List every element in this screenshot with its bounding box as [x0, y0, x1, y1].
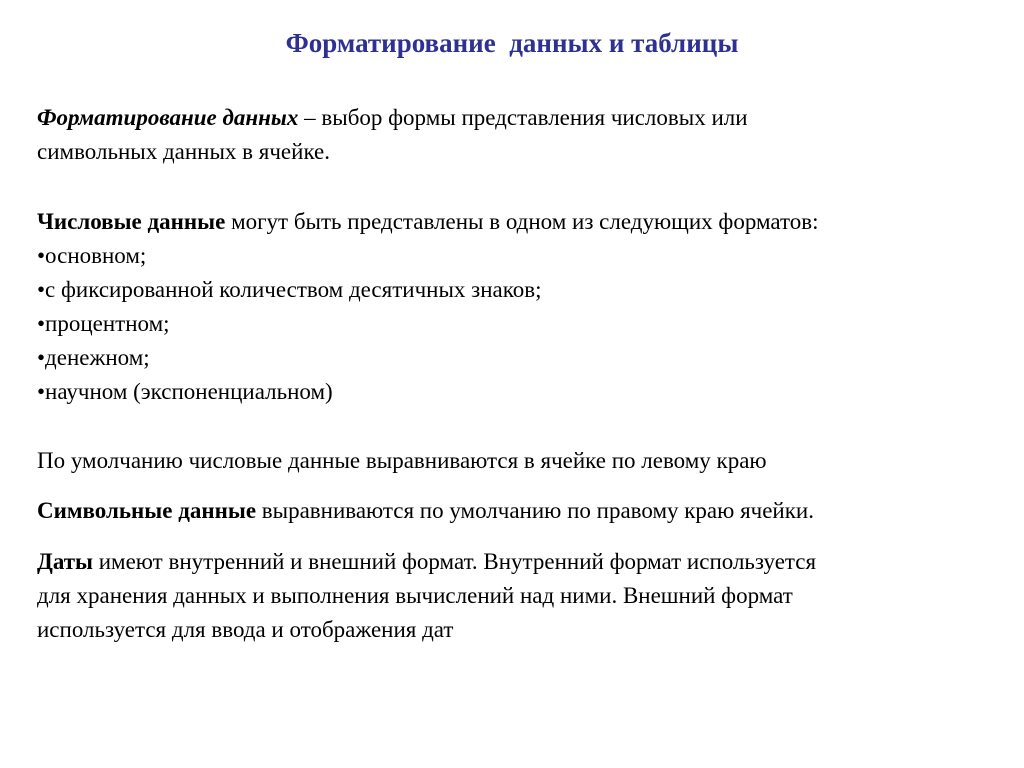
definition-line-1: [37, 101, 1012, 135]
list-item: •с фиксированной количеством десятичных знаков;: [37, 277, 542, 302]
list-item: •научном (экспоненциальном): [37, 379, 333, 404]
definition-text: – выбор формы представления числовых или: [298, 105, 748, 130]
dates-text: имеют внутренний и внешний формат. Внутренний формат используется: [92, 549, 817, 574]
symbolic-line: [37, 494, 1012, 528]
dates-line-3: используется для ввода и отображения дат: [37, 617, 454, 642]
dates-line-2: для хранения данных и выполнения вычислений над ними. Внешний формат: [37, 583, 793, 608]
list-item: •процентном;: [37, 311, 170, 336]
dates-line-1: [37, 545, 1012, 579]
definition-line-2: символьных данных в ячейке.: [37, 139, 331, 164]
symbolic-text: выравниваются по умолчанию по правому краю ячейки.: [256, 498, 814, 523]
slide-title: Форматирование данных и таблицы: [285, 28, 739, 58]
numeric-intro: [37, 205, 1012, 239]
list-item: •денежном;: [37, 345, 150, 370]
numeric-term: Числовые данные: [37, 209, 226, 234]
definition-term: Форматирование данных: [37, 105, 299, 130]
symbolic-term: Символьные данные: [37, 498, 257, 523]
dates-term: Даты: [37, 549, 93, 574]
numeric-intro-text: могут быть представлены в одном из следующих форматов:: [225, 209, 819, 234]
default-alignment-text: По умолчанию числовые данные выравниваются в ячейке по левому краю: [37, 448, 767, 473]
list-item: •основном;: [37, 243, 147, 268]
